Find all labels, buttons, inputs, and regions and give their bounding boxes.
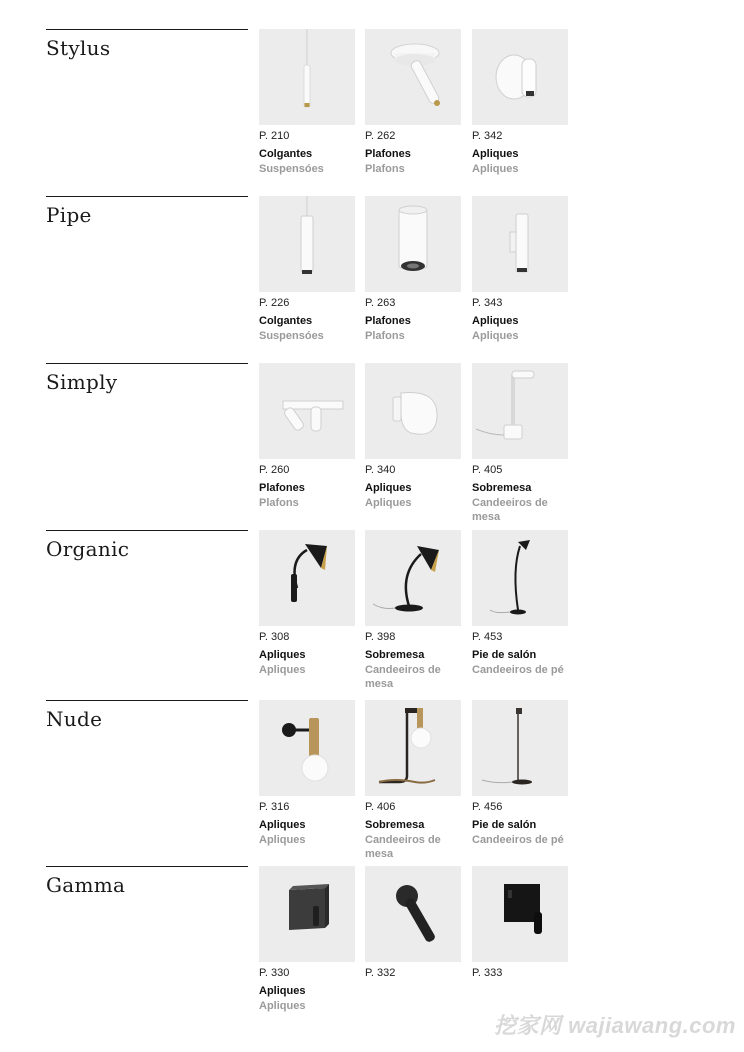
family-title: Pipe (46, 203, 92, 227)
page-number: P. 316 (259, 801, 290, 813)
page-number: P. 453 (472, 631, 503, 643)
category-pt: Suspensóes (259, 163, 324, 175)
product-card[interactable] (472, 700, 568, 846)
category-pt: Apliques (259, 834, 306, 846)
section-rule (46, 363, 248, 364)
slim-floor-lamp-icon (472, 700, 568, 796)
page-number: P. 342 (472, 130, 503, 142)
page-number: P. 340 (365, 464, 396, 476)
product-card[interactable] (365, 700, 461, 860)
white-wall-cup-icon (365, 363, 461, 459)
family-title: Nude (46, 707, 103, 731)
black-wall-lamp-icon (259, 530, 355, 626)
product-card[interactable] (472, 530, 568, 676)
category-pt: Apliques (365, 497, 412, 509)
page-number: P. 398 (365, 631, 396, 643)
category-pt: Apliques (259, 1000, 306, 1012)
black-floor-lamp-icon (472, 530, 568, 626)
page-number: P. 333 (472, 967, 503, 979)
dark-square-wall-reader-icon (259, 866, 355, 962)
product-card[interactable] (365, 866, 461, 979)
product-card[interactable] (365, 29, 461, 175)
product-card[interactable] (259, 866, 355, 1012)
product-card[interactable] (259, 700, 355, 846)
category-pt: Apliques (472, 163, 519, 175)
category-pt: Suspensóes (259, 330, 324, 342)
section-rule (46, 29, 248, 30)
category-es: Sobremesa (365, 649, 425, 661)
product-card[interactable] (472, 866, 568, 979)
product-card[interactable] (259, 363, 355, 509)
category-pt: Candeeiros de mesa (365, 834, 441, 860)
category-es: Apliques (259, 649, 306, 661)
page-number: P. 330 (259, 967, 290, 979)
white-tube-pendant-icon (259, 196, 355, 292)
category-es: Apliques (472, 315, 519, 327)
family-title: Simply (46, 370, 118, 394)
product-card[interactable] (472, 29, 568, 175)
white-pendant-icon (259, 29, 355, 125)
black-square-wall-reader-icon (472, 866, 568, 962)
watermark: 挖家网 wajiawang.com (494, 1013, 736, 1038)
product-card[interactable] (365, 530, 461, 690)
white-desk-lamp-icon (472, 363, 568, 459)
category-es: Pie de salón (472, 649, 537, 661)
product-card[interactable] (365, 196, 461, 342)
page-number: P. 263 (365, 297, 396, 309)
category-pt: Plafons (365, 330, 405, 342)
white-double-spot-icon (259, 363, 355, 459)
category-es: Apliques (259, 985, 306, 997)
page-number: P. 210 (259, 130, 290, 142)
category-es: Plafones (259, 482, 305, 494)
section-rule (46, 700, 248, 701)
category-es: Colgantes (259, 315, 313, 327)
category-es: Apliques (259, 819, 306, 831)
page-number: P. 332 (365, 967, 396, 979)
category-es: Apliques (365, 482, 412, 494)
black-desk-lamp-icon (365, 530, 461, 626)
product-card[interactable] (472, 196, 568, 342)
category-pt: Candeeiros de mesa (365, 664, 441, 690)
product-card[interactable] (259, 196, 355, 342)
section-rule (46, 196, 248, 197)
white-wall-spot-icon (472, 29, 568, 125)
page-number: P. 343 (472, 297, 503, 309)
category-es: Pie de salón (472, 819, 537, 831)
brass-wall-bulb-icon (259, 700, 355, 796)
page-number: P. 260 (259, 464, 290, 476)
product-card[interactable] (365, 363, 461, 509)
product-card[interactable] (259, 29, 355, 175)
white-ceiling-spot-icon (365, 29, 461, 125)
page-number: P. 308 (259, 631, 290, 643)
category-es: Apliques (472, 148, 519, 160)
brass-desk-bulb-icon (365, 700, 461, 796)
category-es: Sobremesa (472, 482, 532, 494)
product-card[interactable] (259, 530, 355, 676)
white-tube-wall-icon (472, 196, 568, 292)
section-rule (46, 866, 248, 867)
category-pt: Candeeiros de pé (472, 834, 564, 846)
dark-round-wall-reader-icon (365, 866, 461, 962)
section-rule (46, 530, 248, 531)
page-number: P. 406 (365, 801, 396, 813)
page-number: P. 405 (472, 464, 503, 476)
category-es: Plafones (365, 148, 411, 160)
category-es: Plafones (365, 315, 411, 327)
page-number: P. 456 (472, 801, 503, 813)
white-cylinder-ceiling-icon (365, 196, 461, 292)
page-number: P. 262 (365, 130, 396, 142)
family-title: Stylus (46, 36, 111, 60)
family-title: Organic (46, 537, 130, 561)
category-es: Sobremesa (365, 819, 425, 831)
product-card[interactable] (472, 363, 568, 523)
category-pt: Apliques (259, 664, 306, 676)
page-number: P. 226 (259, 297, 290, 309)
family-title: Gamma (46, 873, 126, 897)
category-pt: Candeeiros de mesa (472, 497, 548, 523)
category-es: Colgantes (259, 148, 313, 160)
category-pt: Candeeiros de pé (472, 664, 564, 676)
category-pt: Plafons (365, 163, 405, 175)
category-pt: Plafons (259, 497, 299, 509)
category-pt: Apliques (472, 330, 519, 342)
